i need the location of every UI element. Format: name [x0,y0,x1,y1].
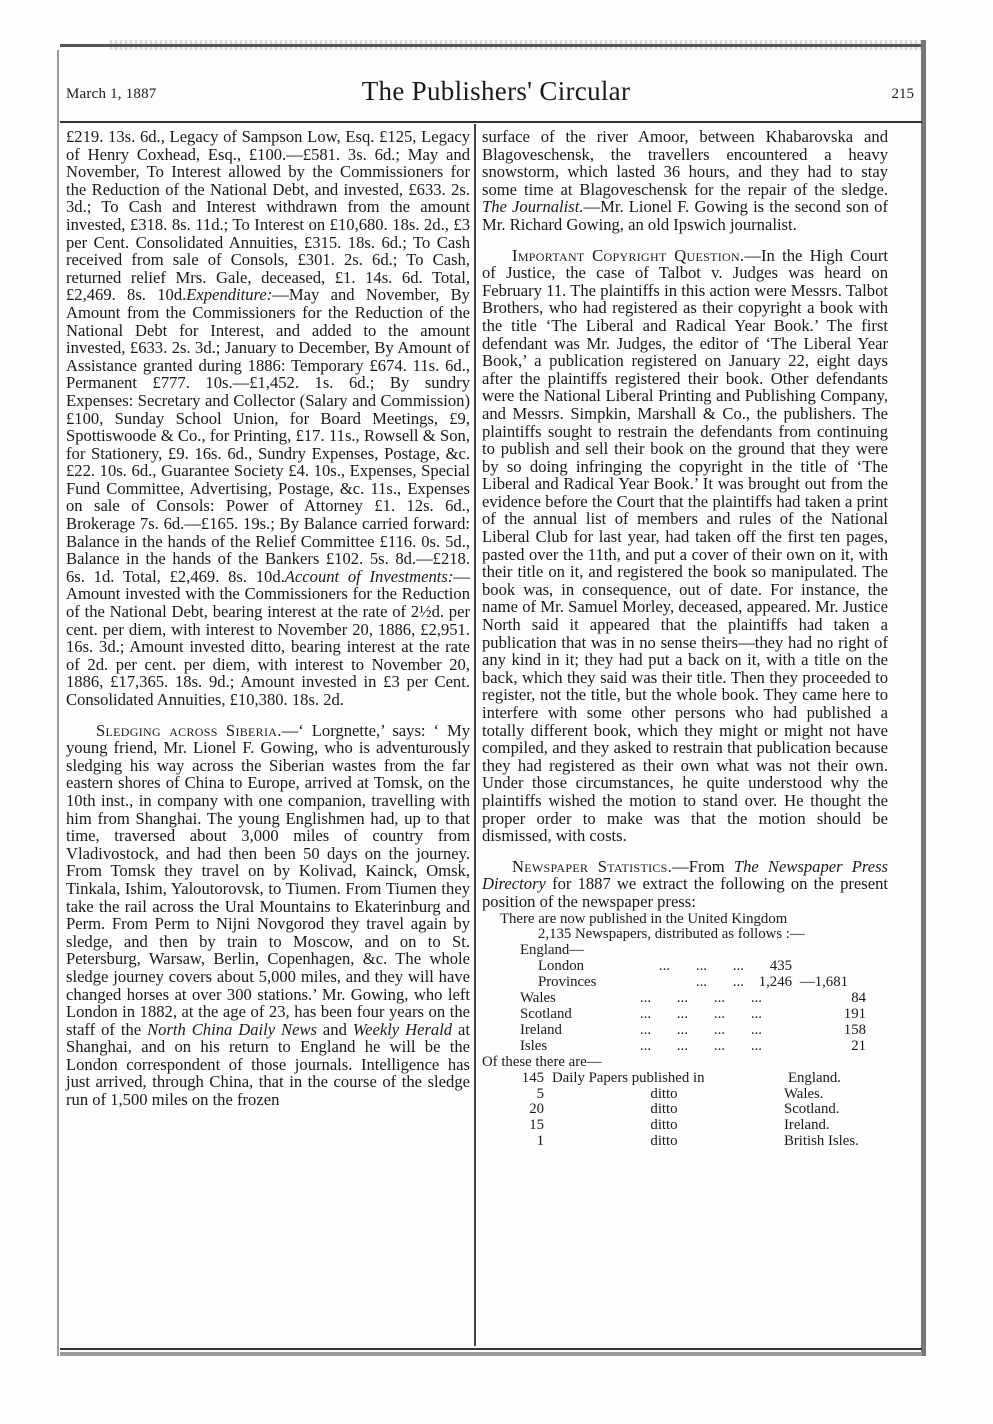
journalist-label: The Journalist. [482,197,584,217]
stats-row-label: Provinces [538,974,597,991]
daily-rows [482,1071,888,1151]
bottom-band [60,1352,922,1356]
stats-lead-1: There are now published in the United Kingdom [500,910,788,927]
daily-row-place: Wales. [784,1085,824,1102]
left-edge-rule [57,50,59,1356]
stats-row-label: Wales [520,990,556,1007]
issue-date: March 1, 1887 [66,86,157,102]
column-divider [474,124,476,1346]
stats-row-total: 158 [843,1021,866,1038]
daily-row [482,1071,888,1087]
header-rule [60,121,922,123]
statistics-source: The Newspaper Press Directory [482,856,888,894]
copyright-title: Important Copyright Question. [512,245,745,265]
newspaper-name-1: North China Daily News [147,1019,317,1039]
daily-row-ditto: ditto [650,1117,678,1134]
stats-row-total: 21 [851,1037,866,1054]
stats-row [482,1023,888,1039]
stats-row-total [792,959,848,975]
top-rule [60,44,922,47]
copyright-article: Important Copyright Question.—In the High Court of Justice, the case of Talbot v. Judges was heard on February 11. The plaintiffs in this action were Messrs. Talbot Brothers, who had registered as their copyright a book with the title ‘The Liberal and Radical Year Book.’ The first defendant was Mr. Judges, the editor of ‘The Liberal Year Book,’ a publication registered on January 22, eight days after the plaintiffs registered their book. Other defendants were the National Liberal Printing and Publishing Company, and Messrs. Simpkin, Marshall & Co., the publishers. The plaintiffs sought to restrain the defendants from continuing to publish and sell their book on the ground that they were by so doing infringing the copyright in the title of ‘The Liberal and Radical Year Book.’ It was brought out from the evidence before the Court that the plaintiffs had taken a print of the annual list of members and rules of the National Liberal Club for last year, had taken off the first ten pages, pasted over the 11th, and put a cover of their own on it, with their title on it, and registered the book so manipulated. The book was, in consequence, out of date. For instance, the name of Mr. Samuel Morley, deceased, appeared. Mr. Justice North said it appeared that the plaintiffs had taken a publication that was in no sense theirs—they had no right of any kind in it; they had put a back on it, with a title on the back, which they said was their title. Then they proceeded to register, not the title, but the whole book. They came here to interfere with some other persons who had published a totally different book, which they might or might not have compiled, and they asked to restrain that publication because they had registered as their own what was not their own. Under those circumstances, he quite understood why the plaintiffs wished the motion to stand over. He thought the proper order to make was that the motion should be dismissed, with costs. [482,245,888,846]
stats-row-label: London [538,958,585,975]
stats-row-leaders: ... ... ... ... [639,1005,762,1022]
page-header [66,76,914,112]
daily-row-place: Ireland. [784,1117,830,1134]
left-column [66,128,470,1109]
stats-row [482,975,888,991]
daily-row-place: British Isles. [784,1133,859,1150]
newspaper-name-2: Weekly Herald [352,1019,453,1039]
stats-row-leaders: ... ... ... [658,958,744,975]
stats-row-total: —1,681 [799,974,848,991]
stats-row-leaders: ... ... ... ... [639,1037,762,1054]
daily-row [482,1134,888,1150]
stats-row-value [762,1039,810,1055]
daily-row-place: England. [788,1069,842,1086]
statistics-table [482,912,888,1151]
publication-title: The Publishers' Circular [361,76,631,106]
stats-row-total: 191 [843,1005,866,1022]
daily-row [482,1118,888,1134]
stats-row-label: Scotland [520,1005,572,1022]
stats-row-value [762,1007,810,1023]
sledging-continuation: surface of the river Amoor, between Khabarovska and Blagoveschensk, the travellers encountered a heavy snowstorm, which lasted 36 hours, and they had to stay some time at Blagoveschensk for the repair of the sledge. The Journalist.—Mr. Lionel F. Gowing is the second son of Mr. Richard Gowing, an old Ipswich journalist. [482,127,888,234]
stats-row-leaders: ... ... ... ... [639,990,762,1007]
page-number: 215 [891,86,914,102]
sledging-title: Sledging across Siberia. [96,720,282,740]
stats-row-label: Ireland [520,1021,562,1038]
stats-row [482,1039,888,1055]
bottom-rule [60,1348,922,1350]
stats-row-value [762,1023,810,1039]
statistics-article: Newspaper Statistics.—From The Newspaper Press Directory for 1887 we extract the following on the present position of the newspaper press: [482,856,888,911]
daily-row-count: 1 [536,1133,544,1150]
statistics-title: Newspaper Statistics. [512,856,673,876]
daily-row-count: 5 [536,1085,544,1102]
daily-row-place: Scotland. [784,1101,840,1118]
right-edge-rule [921,40,926,1356]
investments-label: Account of Investments: [284,566,454,586]
stats-row [482,991,888,1007]
stats-lead-2: 2,135 Newspapers, distributed as follows :— [538,926,805,943]
daily-row-ditto: ditto [650,1101,678,1118]
stats-row-leaders: ... ... [695,974,744,991]
daily-row-ditto: Daily Papers published in [552,1069,705,1086]
accounts-paragraph-1: £219. 13s. 6d., Legacy of Sampson Low, Esq. £125, Legacy of Henry Coxhead, Esq., £100.—£581. 3s. 6d.; May and November, To Interest allowed by the Commissioners for the Reduction of the National Debt, and invested, £633. 2s. 3d.; To Cash and Interest withdrawn from the amount invested, £318. 8s. 11d.; To Interest on £10,680. 18s. 2d., £3 per Cent. Consolidated Annuities, £315. 18s. 6d.; To Cash received from sale of Consols, £301. 2s. 6d.; To Cash, returned relief Mrs. Gale, deceased, £1. 14s. 6d. Total, £2,469. 8s. 10d.Expenditure:—May and November, By Amount from the Commissioners for the Reduction of the National Debt for Interest, and added to the amount invested, £633. 2s. 3d.; January to December, By Amount of Assistance granted during 1886: Temporary £674. 11s. 6d., Permanent £777. 10s.—£1,452. 1s. 6d.; By sundry Expenses: Secretary and Collector (Salary and Commission) £100, Sunday School Union, for Board Meetings, £9, Spottiswoode & Co., for Printing, £17. 11s., Rowsell & Son, for Stationery, £9. 16s. 6d., Sundry Expenses, Postage, &c. £22. 10s. 6d., Guarantee Society £4. 10s., Expenses, Special Fund Committee, Advertising, Postage, &c. 11s., Expenses on sale of Consols: Power of Attorney £1. 12s. 6d., Brokerage 7s. 6d.—£165. 19s.; By Balance carried forward: Balance in the hands of the Relief Committee £116. 0s. 5d., Balance in the hands of the Bankers £102. 5s. 8d.—£218. 6s. 1d. Total, £2,469. 8s. 10d.Account of Investments:—Amount invested with the Commissioners for the Reduction of the National Debt, bearing interest at the rate of 2½d. per cent. per diem, with interest to November 20, 1886, £2,951. 16s. 3d.; Amount invested ditto, bearing interest at the rate of 2d. per cent. per diem, with interest to November 20, 1886, £17,365. 18s. 9d.; Amount invested in £3 per Cent. Consolidated Annuities, £10,380. 18s. 2d. [66,127,470,709]
sledging-article: Sledging across Siberia.—‘ Lorgnette,’ says: ‘ My young friend, Mr. Lionel F. Gowing, who is adventurously sledging his way across the Siberian wastes from the far eastern shores of China to Europe, arrived at Tomsk, on the 10th inst., in company with one companion, travelling with him from Shanghai. The young Englishmen had, up to that time, traversed about 3,000 miles of country from Vladivostock, and had then been 50 days on the journey. From Tomsk they travel on by Kolivad, Kainck, Omsk, Tinkala, Ishim, Yaloutorovsk, to Tiumen. From Tiumen they take the rail across the Ural Mountains to Ekaterinburg and Perm. From Perm to Nijni Novgorod they travel again by sledge, and then by train to Moscow, and on to St. Petersburg, Warsaw, Berlin, Copenhagen, &c. The whole sledge journey covers about 5,000 miles, and they will have changed horses at over 300 stations.’ Mr. Gowing, who left London in 1882, at the age of 23, has been four years on the staff of the North China Daily News and Weekly Herald at Shanghai, and on his return to England he will be the London correspondent of those journals. Intelligence has just arrived, through China, that in the course of the sledge run of 1,500 miles on the frozen [66,720,471,1110]
daily-row-count: 145 [521,1069,544,1086]
england-label: England— [520,942,585,959]
stats-rows [482,959,888,1054]
daily-row-count: 20 [529,1101,544,1118]
daily-intro: Of these there are— [482,1053,602,1070]
stats-row-leaders: ... ... ... ... [639,1021,762,1038]
daily-row-ditto: ditto [650,1133,678,1150]
stats-row-value [762,991,810,1007]
daily-row [482,1102,888,1118]
stats-row-value: 1,246 [758,974,792,991]
daily-row-count: 15 [529,1117,544,1134]
right-column [482,128,888,1150]
stats-row-value: 435 [769,958,792,975]
stats-row-total: 84 [851,990,866,1007]
expenditure-label: Expenditure: [186,285,273,305]
stats-row [482,959,888,975]
daily-row-ditto: ditto [650,1085,678,1102]
daily-row [482,1087,888,1103]
stats-row-label: Isles [520,1037,548,1054]
stats-row [482,1007,888,1023]
